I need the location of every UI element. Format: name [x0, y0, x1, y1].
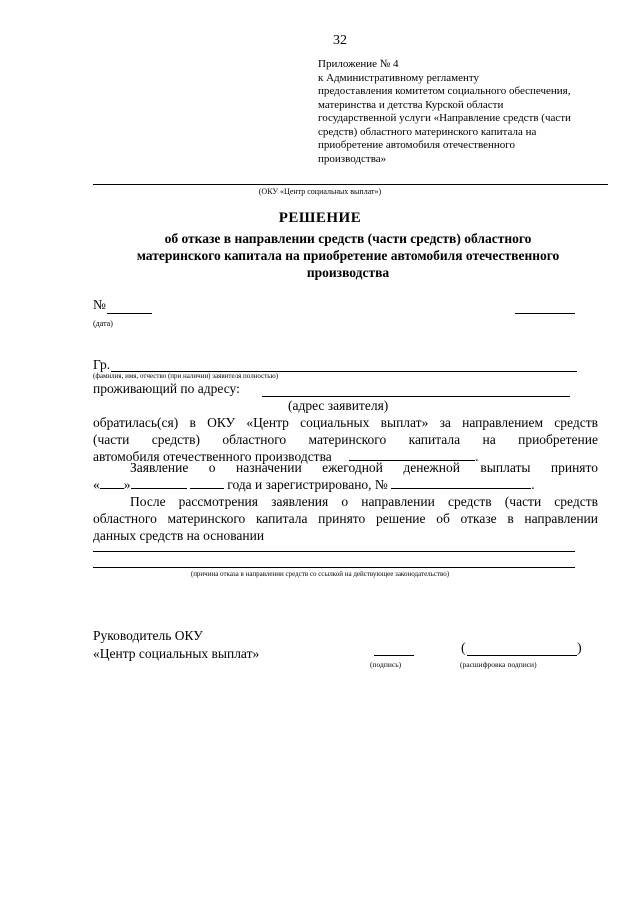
signature-decode-fill-line[interactable]: [467, 655, 577, 656]
address-label: проживающий по адресу:: [93, 381, 240, 396]
body-paragraph-3-line-3: данных средств на основании: [93, 528, 265, 543]
page-number: 32: [333, 33, 347, 48]
body-paragraph-1-line-2: (части средств) областного материнского капитала на приобретение: [93, 432, 598, 447]
document-title: РЕШЕНИЕ: [278, 210, 362, 226]
body-paragraph-2-line-1: Заявление о назначении ежегодной денежной выплаты принято: [130, 460, 598, 475]
body-paragraph-3-line-2: областного материнского капитала принято решение об отказе в направлении: [93, 511, 598, 526]
registration-number-fill-line[interactable]: [391, 476, 531, 489]
head-org-line: «Центр социальных выплат»: [93, 646, 260, 661]
appendix-line: производства»: [318, 152, 387, 165]
address-caption: (адрес заявителя): [288, 398, 389, 413]
signature-fill-line[interactable]: [374, 655, 414, 656]
appendix-header: [318, 58, 608, 166]
registered-text: года и зарегистрировано, №: [227, 477, 388, 492]
date-caption: (дата): [93, 319, 113, 328]
signature-caption: (подпись): [370, 660, 402, 669]
period: .: [475, 449, 479, 464]
appendix-line: государственной услуги «Направление средств (части: [318, 112, 571, 124]
decode-close-paren: ): [577, 641, 582, 656]
open-quote: «: [93, 477, 100, 492]
org-caption: (ОКУ «Центр социальных выплат»): [258, 187, 382, 196]
org-fill-line[interactable]: [93, 184, 608, 185]
appendix-line: к Административному регламенту: [318, 71, 480, 84]
fio-caption: (фамилия, имя, отчество (при наличии) заявителя полностью): [93, 372, 279, 380]
citizen-label: Гр.: [93, 357, 111, 372]
close-quote: »: [123, 477, 131, 492]
appendix-line: предоставления комитетом социального обеспечения,: [318, 85, 571, 97]
number-fill-line[interactable]: [107, 313, 152, 314]
appendix-line: средств) областного материнского капитала на: [318, 125, 537, 138]
day-fill-line[interactable]: [100, 476, 124, 489]
body-paragraph-2-line-2: [93, 476, 598, 493]
reason-fill-line[interactable]: [93, 551, 575, 552]
body-paragraph-3-line-1: После рассмотрения заявления о направлении средств (части средств: [130, 494, 598, 509]
number-label: №: [93, 297, 106, 312]
subtitle-line: производства: [306, 265, 390, 280]
reason-fill-line[interactable]: [93, 567, 575, 568]
reason-caption: (причина отказа в направлении средств со ссылкой на действующее законодательство): [190, 570, 450, 578]
appendix-line: материнства и детства Курской области: [318, 98, 504, 111]
period: .: [531, 477, 535, 492]
address-fill-line[interactable]: [262, 396, 570, 397]
month-fill-line[interactable]: [131, 476, 187, 489]
year-fill-line[interactable]: [190, 476, 224, 489]
decode-caption: (расшифровка подписи): [460, 660, 537, 669]
date-fill-line[interactable]: [515, 313, 575, 314]
product-text: автомобиля отечественного производства: [93, 449, 332, 464]
document-subtitle: [90, 230, 606, 281]
head-signature-block: [93, 627, 259, 663]
appendix-line: Приложение № 4: [318, 58, 399, 70]
body-paragraph-1-line-1: обратилась(ся) в ОКУ «Центр социальных выплат» за направлением средств: [93, 415, 598, 430]
subtitle-line: материнского капитала на приобретение автомобиля отечественного: [136, 248, 560, 263]
subtitle-line: об отказе в направлении средств (части средств) областного: [164, 231, 532, 246]
appendix-line: приобретение автомобиля отечественного: [318, 139, 516, 151]
decode-open-paren: (: [461, 641, 466, 656]
head-title-line: Руководитель ОКУ: [93, 628, 203, 643]
